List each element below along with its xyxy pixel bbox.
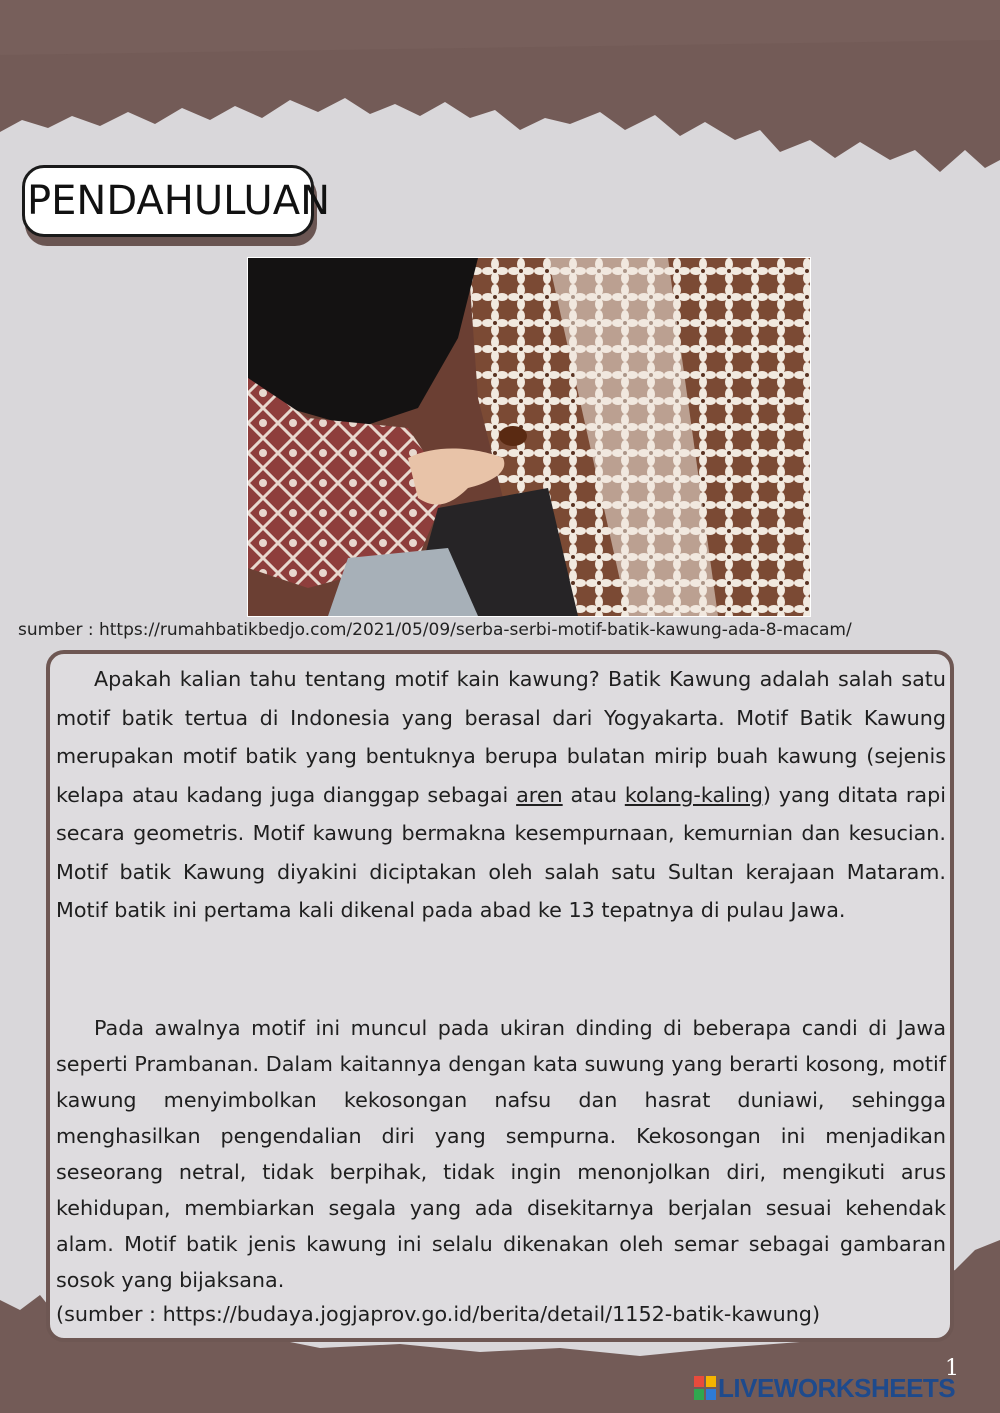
content-text-box [46,650,954,1342]
paragraph-2 [56,1010,946,1298]
paragraph-2-text: Pada awalnya motif ini muncul pada ukiran dinding di beberapa candi di Jawa seperti Prambanan. Dalam kaitannya dengan kata suwung yang berarti kosong, motif kawung menyimbolkan kekosongan nafsu dan hasrat duniawi, sehingga menghasilkan pengendalian diri yang sempurna. Kekosongan ini menjadikan seseorang netral, tidak berpihak, tidak ingin menonjolkan diri, mengikuti arus kehidupan, membiarkan segala yang ada disekitarnya berjalan sesuai kehendak alam. Motif batik jenis kawung ini selalu dikenakan oleh semar sebagai gambaran sosok yang bijaksana. [56,1016,946,1292]
paragraph-1-part-1: Apakah kalian tahu tentang motif kain kawung? Batik Kawung adalah salah satu motif batik tertua di Indonesia yang berasal dari Yogyakarta. Motif Batik Kawung merupakan motif batik yang bentuknya berupa bulatan mirip buah kawung (sejenis kelapa atau kadang juga dianggap sebagai [56,667,946,807]
section-title-box [22,165,330,237]
page-title: PENDAHULUAN [27,178,330,224]
text-source-caption: (sumber : https://budaya.jogjaprov.go.id/berita/detail/1152-batik-kawung) [56,1302,821,1326]
photo-source-caption: sumber : https://rumahbatikbedjo.com/2021/05/09/serba-serbi-motif-batik-kawung-ada-8-macam/ [18,620,852,640]
paragraph-1-part-2: atau [562,782,625,807]
page-number: 1 [945,1356,959,1381]
batik-photo [247,257,811,617]
liveworksheets-logo-icon [694,1376,716,1400]
watermark-text: LIVEWORKSHEETS [718,1373,956,1403]
batik-photo-illustration [248,258,810,616]
kolang-kaling-link[interactable]: kolang-kaling [624,782,763,807]
aren-link[interactable]: aren [516,782,563,807]
liveworksheets-watermark [694,1372,994,1404]
paragraph-1 [56,660,946,930]
paragraph-1-part-3: ) yang ditata rapi secara geometris. Motif kawung bermakna kesempurnaan, kemurnian dan kesucian. Motif batik Kawung diyakini diciptakan oleh salah satu Sultan kerajaan Mataram. Motif batik ini pertama kali dikenal pada abad ke 13 tepatnya di pulau Jawa. [56,782,946,922]
